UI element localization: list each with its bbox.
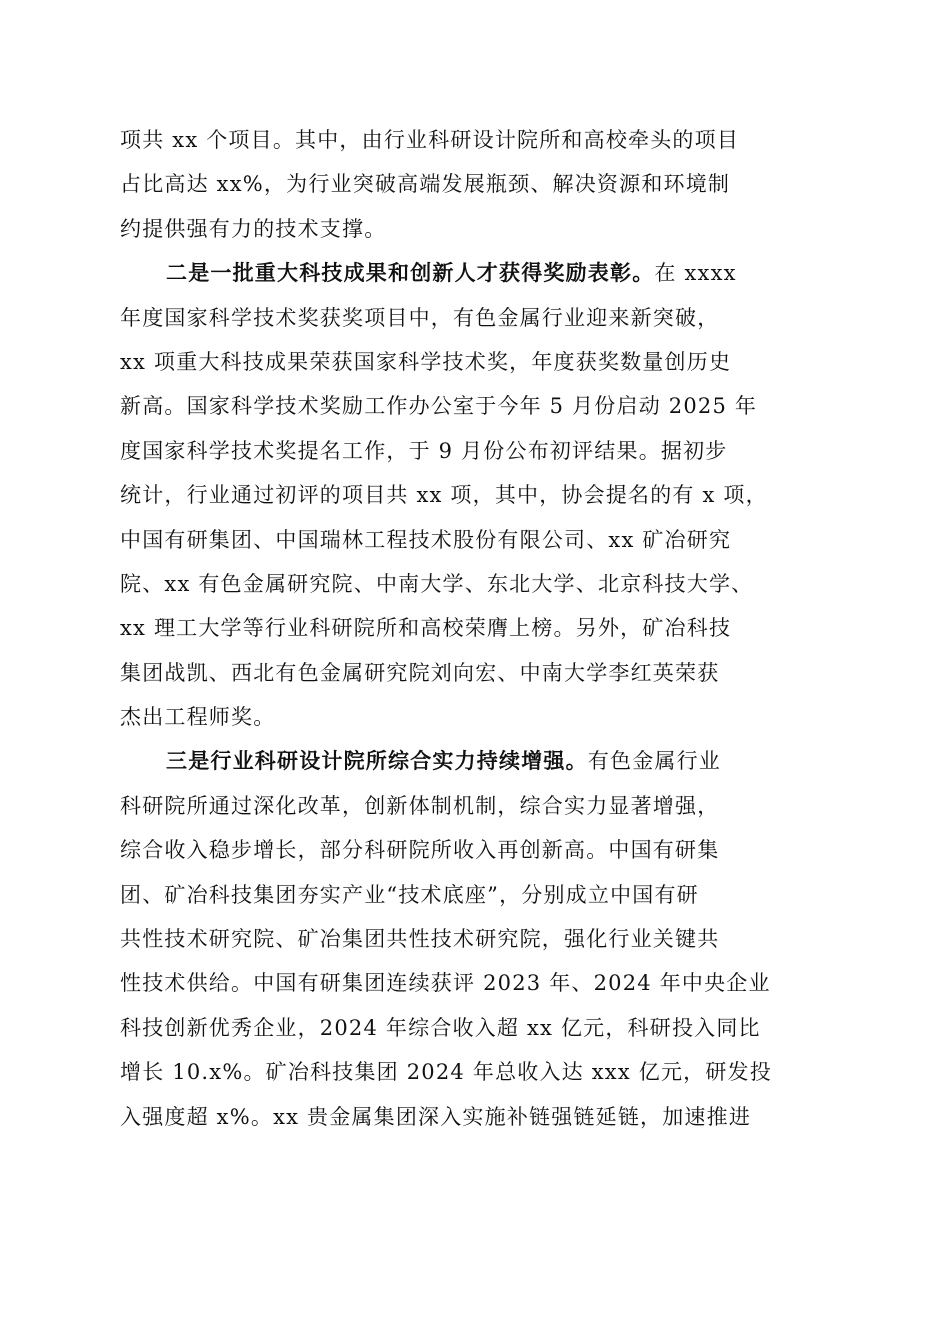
- paragraph-line: xx 理工大学等行业科研院所和高校荣膺上榜。另外，矿冶科技: [120, 616, 732, 641]
- paragraph-line: 度国家科学技术奖提名工作，于 9 月份公布初评结果。据初步: [120, 438, 728, 463]
- paragraph-lead-text: 有色金属行业: [587, 749, 722, 774]
- paragraph-line: 入强度超 x%。xx 贵金属集团深入实施补链强链延链，加速推进: [120, 1104, 752, 1129]
- paragraph-line: 增长 10.x%。矿冶科技集团 2024 年总收入达 xxx 亿元，研发投: [120, 1060, 772, 1085]
- paragraph-line: 集团战凯、西北有色金属研究院刘向宏、中南大学李红英荣获: [120, 660, 720, 685]
- paragraph-line: 科技创新优秀企业，2024 年综合收入超 xx 亿元，科研投入同比: [120, 1015, 761, 1040]
- paragraph-line: 性技术供给。中国有研集团连续获评 2023 年、2024 年中央企业: [120, 971, 771, 996]
- paragraph-line: 约提供强有力的技术支撑。: [120, 216, 387, 241]
- paragraph-line: 新高。国家科学技术奖励工作办公室于今年 5 月份启动 2025 年: [120, 394, 758, 419]
- paragraph-first-line: [120, 739, 832, 783]
- paragraph-line: 中国有研集团、中国瑞林工程技术股份有限公司、xx 矿冶研究: [120, 527, 732, 552]
- paragraph-line: 院、xx 有色金属研究院、中南大学、东北大学、北京科技大学、: [120, 571, 754, 596]
- paragraph-heading: 三是行业科研设计院所综合实力持续增强。: [166, 748, 588, 774]
- paragraph-line: 项共 xx 个项目。其中，由行业科研设计院所和高校牵头的项目: [120, 128, 740, 152]
- paragraph-line: 团、矿冶科技集团夯实产业“技术底座”，分别成立中国有研: [120, 882, 699, 907]
- paragraph-line: 占比高达 xx%，为行业突破高端发展瓶颈、解决资源和环境制: [120, 172, 731, 197]
- paragraph-first-line: [120, 251, 832, 295]
- paragraph-line: 年度国家科学技术奖获奖项目中，有色金属行业迎来新突破，: [120, 305, 720, 330]
- document-body: [120, 118, 832, 1139]
- paragraph-line: 统计，行业通过初评的项目共 xx 项，其中，协会提名的有 x 项，: [120, 483, 768, 508]
- paragraph-heading: 二是一批重大科技成果和创新人才获得奖励表彰。: [166, 260, 655, 286]
- paragraph-line: 综合收入稳步增长，部分科研院所收入再创新高。中国有研集: [120, 838, 720, 863]
- paragraph-line: xx 项重大科技成果荣获国家科学技术奖，年度获奖数量创历史: [120, 349, 732, 374]
- paragraph-line: 杰出工程师奖。: [120, 705, 276, 730]
- paragraph-line: 科研院所通过深化改革，创新体制机制，综合实力显著增强，: [120, 793, 720, 818]
- paragraph-lead-text: 在 xxxx: [654, 261, 737, 286]
- paragraph-line: 共性技术研究院、矿冶集团共性技术研究院，强化行业关键共: [120, 927, 720, 952]
